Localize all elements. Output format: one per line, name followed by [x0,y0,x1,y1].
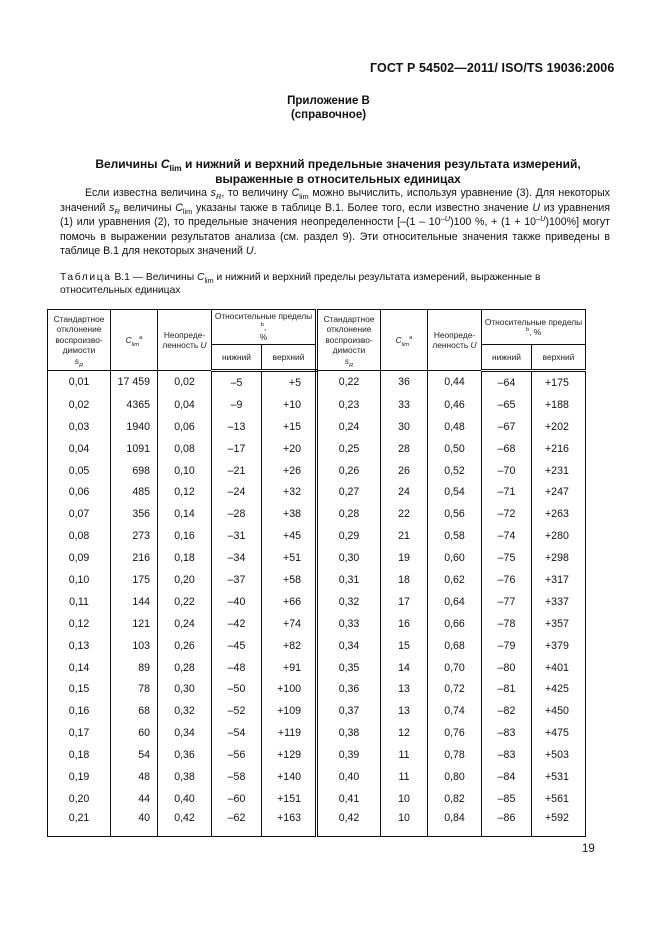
table-cell: 17 459 [111,371,158,394]
table-cell: 54 [111,744,158,766]
table-cell: +119 [262,722,317,744]
table-cell: 0,68 [428,635,482,657]
table-cell: 36 [381,371,428,394]
table-cell: 0,35 [317,657,381,679]
table-cell: +425 [532,678,586,700]
table-cell: –40 [212,591,262,613]
table-cell: +298 [532,547,586,569]
table-row [48,460,586,482]
table-row [48,438,586,460]
table-cell: 13 [381,700,428,722]
table-cell: 0,30 [158,678,212,700]
table-cell: 0,38 [158,766,212,788]
table-cell: 0,13 [48,635,111,657]
table-cell: –80 [482,657,532,679]
table-cell: +15 [262,416,317,438]
table-cell: 60 [111,722,158,744]
table-cell: 0,14 [158,503,212,525]
table-cell: +10 [262,394,317,416]
table-cell: 0,70 [428,657,482,679]
table-cell: 0,22 [158,591,212,613]
table-cell: 0,26 [317,460,381,482]
table-cell: +58 [262,569,317,591]
table-cell: –64 [482,371,532,394]
table-cell: 0,44 [428,371,482,394]
table-cell: +91 [262,657,317,679]
table-cell: +263 [532,503,586,525]
table-cell: 356 [111,503,158,525]
table-cell: 0,04 [48,438,111,460]
table-row [48,371,586,394]
body-paragraph: Если известна величина $s_R$, то величину $C_{lim}$ можно вычислить, используя уравнение (3). Для некоторых значений $s_R$ величины $C_{lim}$ указаны также в таблице В.1. Более того, если известно значение U из уравнения (1) или уравнения (2), то предельные значения неопределенности [$-(1 - 10^{-U})100$ %, + $(1 + 10^{-U})100\%$] могут помочь в выражении результатов анализа (см. раздел 9). Эти относительные значения также приведены в таблице В.1 для некоторых значений U. [60,187,610,258]
table-cell: 18 [381,569,428,591]
table-cell: 0,32 [317,591,381,613]
table-cell: 12 [381,722,428,744]
table-row [48,591,586,613]
table-row [48,657,586,679]
table-cell: 0,72 [428,678,482,700]
table-cell: +357 [532,613,586,635]
table-cell: 4365 [111,394,158,416]
table-cell: 0,40 [158,788,212,810]
table-cell: 0,01 [48,371,111,394]
table-cell: 121 [111,613,158,635]
table-cell: –77 [482,591,532,613]
table-cell: –83 [482,722,532,744]
table-cell: 0,03 [48,416,111,438]
table-cell: 22 [381,503,428,525]
table-cell: –50 [212,678,262,700]
table-row [48,744,586,766]
table-row [48,810,586,837]
table-cell: 0,78 [428,744,482,766]
table-cell: 30 [381,416,428,438]
header-lower: нижний [212,345,262,371]
table-cell: 19 [381,547,428,569]
limits-table [47,309,586,837]
table-cell: +561 [532,788,586,810]
table-cell: 0,23 [317,394,381,416]
section-title: Величины $C_{lim}$ и нижний и верхний предельные значения результата измерений, выраженные в относительных единицах [95,157,581,186]
table-cell: +5 [262,371,317,394]
table-cell: +20 [262,438,317,460]
table-cell: –5 [212,371,262,394]
table-cell: –60 [212,788,262,810]
table-cell: 103 [111,635,158,657]
table-cell: –70 [482,460,532,482]
table-cell: 21 [381,525,428,547]
table-cell: 0,21 [48,810,111,837]
table-cell: 175 [111,569,158,591]
table-cell: 0,26 [158,635,212,657]
header-upper: верхний [262,345,317,371]
table-cell: 485 [111,481,158,503]
table-cell: –48 [212,657,262,679]
table-cell: 216 [111,547,158,569]
table-cell: 0,18 [48,744,111,766]
table-cell: +74 [262,613,317,635]
table-cell: 0,29 [317,525,381,547]
table-cell: –42 [212,613,262,635]
table-cell: –67 [482,416,532,438]
table-cell: 0,48 [428,416,482,438]
table-cell: –86 [482,810,532,837]
table-caption: Таблица В.1 — Величины $C_{lim}$ и нижний и верхний пределы результата измерений, выраженные в относительных единицах [60,272,541,296]
table-cell: 0,39 [317,744,381,766]
page-number: 19 [582,843,595,855]
table-cell: 0,02 [158,371,212,394]
table-cell: –13 [212,416,262,438]
table-cell: –75 [482,547,532,569]
table-cell: 16 [381,613,428,635]
document-standard-header: ГОСТ Р 54502—2011/ ISO/TS 19036:2006 [370,61,615,75]
table-cell: 0,60 [428,547,482,569]
table-cell: 0,56 [428,503,482,525]
table-cell: +38 [262,503,317,525]
table-cell: –71 [482,481,532,503]
table-row [48,547,586,569]
table-row [48,503,586,525]
table-cell: 0,05 [48,460,111,482]
table-cell: 0,04 [158,394,212,416]
table-cell: –72 [482,503,532,525]
table-cell: 0,41 [317,788,381,810]
table-cell: 0,38 [317,722,381,744]
header-sd-right: Стандартное отклонение воспроизво-димости $s_R$ [317,310,381,371]
header-clim-right: $C_{lim}^a$ [381,310,428,371]
table-cell: 26 [381,460,428,482]
table-cell: 0,11 [48,591,111,613]
table-cell: 28 [381,438,428,460]
table-cell: 0,80 [428,766,482,788]
table-cell: 0,52 [428,460,482,482]
table-cell: 0,66 [428,613,482,635]
table-cell: –82 [482,700,532,722]
table-cell: 0,12 [48,613,111,635]
header-lower-right: нижний [482,345,532,371]
table-cell: 0,33 [317,613,381,635]
header-uncertainty: Неопреде-ленность U [158,310,212,371]
table-cell: –76 [482,569,532,591]
table-cell: 0,32 [158,700,212,722]
table-cell: 1091 [111,438,158,460]
table-cell: +231 [532,460,586,482]
table-cell: 0,42 [317,810,381,837]
table-cell: 0,12 [158,481,212,503]
table-cell: 0,06 [48,481,111,503]
table-cell: +475 [532,722,586,744]
table-cell: –58 [212,766,262,788]
table-cell: 273 [111,525,158,547]
table-cell: –9 [212,394,262,416]
annex-heading [0,94,661,122]
table-cell: –24 [212,481,262,503]
table-row [48,700,586,722]
header-relative-limits-right: Относительные пределы $^b$, % [482,310,586,345]
table-cell: –84 [482,766,532,788]
table-cell: 0,50 [428,438,482,460]
table-cell: 0,24 [317,416,381,438]
table-row [48,766,586,788]
table-cell: +26 [262,460,317,482]
table-cell: –34 [212,547,262,569]
table-cell: –54 [212,722,262,744]
table-row [48,394,586,416]
table-cell: +202 [532,416,586,438]
table-cell: –81 [482,678,532,700]
table-cell: 0,22 [317,371,381,394]
table-cell: +216 [532,438,586,460]
table-cell: –65 [482,394,532,416]
table-cell: –21 [212,460,262,482]
table-row [48,613,586,635]
table-cell: +531 [532,766,586,788]
table-cell: +32 [262,481,317,503]
table-row [48,678,586,700]
table-cell: 33 [381,394,428,416]
table-row [48,481,586,503]
table-cell: 0,08 [158,438,212,460]
table-cell: 0,36 [317,678,381,700]
table-cell: –17 [212,438,262,460]
table-cell: 0,84 [428,810,482,837]
table-cell: 0,64 [428,591,482,613]
table-cell: –37 [212,569,262,591]
table-cell: 0,28 [158,657,212,679]
table-cell: 0,37 [317,700,381,722]
table-cell: 0,30 [317,547,381,569]
table-cell: 0,06 [158,416,212,438]
table-cell: –52 [212,700,262,722]
table-cell: 11 [381,766,428,788]
header-relative-limits-left: Относительные пределы $^b$, % [212,310,317,345]
table-cell: –45 [212,635,262,657]
table-cell: 0,10 [48,569,111,591]
table-row [48,788,586,810]
table-cell: 0,20 [158,569,212,591]
table-cell: +175 [532,371,586,394]
table-cell: 0,76 [428,722,482,744]
table-cell: –68 [482,438,532,460]
table-cell: 68 [111,700,158,722]
table-cell: 0,10 [158,460,212,482]
annex-title: Приложение В [287,95,370,107]
table-cell: +592 [532,810,586,837]
table-cell: 11 [381,744,428,766]
table-row [48,569,586,591]
table-cell: +450 [532,700,586,722]
table-cell: +100 [262,678,317,700]
table-cell: –78 [482,613,532,635]
table-cell: 0,28 [317,503,381,525]
table-cell: +163 [262,810,317,837]
table-cell: 0,27 [317,481,381,503]
table-cell: +109 [262,700,317,722]
table-cell: 0,54 [428,481,482,503]
table-cell: 0,14 [48,657,111,679]
table-cell: 0,25 [317,438,381,460]
table-cell: –85 [482,788,532,810]
table-cell: +401 [532,657,586,679]
table-cell: 0,74 [428,700,482,722]
table-cell: 0,07 [48,503,111,525]
table-cell: +503 [532,744,586,766]
table-cell: +66 [262,591,317,613]
table-cell: 0,17 [48,722,111,744]
table-cell: –56 [212,744,262,766]
table-cell: 0,62 [428,569,482,591]
table-cell: 24 [381,481,428,503]
table-cell: 0,15 [48,678,111,700]
table-cell: 0,34 [317,635,381,657]
table-cell: 0,08 [48,525,111,547]
header-clim: $C_{lim}^a$ [111,310,158,371]
table-cell: +45 [262,525,317,547]
table-cell: 0,46 [428,394,482,416]
table-cell: 0,02 [48,394,111,416]
table-cell: –28 [212,503,262,525]
table-cell: 15 [381,635,428,657]
table-cell: 0,09 [48,547,111,569]
table-cell: 1940 [111,416,158,438]
table-cell: –74 [482,525,532,547]
table-cell: 13 [381,678,428,700]
table-cell: 0,82 [428,788,482,810]
table-cell: +188 [532,394,586,416]
table-cell: 0,40 [317,766,381,788]
table-body [48,371,586,837]
table-row [48,722,586,744]
table-row [48,525,586,547]
table-row [48,416,586,438]
table-cell: 0,36 [158,744,212,766]
table-cell: –79 [482,635,532,657]
table-cell: 0,18 [158,547,212,569]
table-cell: 0,20 [48,788,111,810]
table-cell: 0,42 [158,810,212,837]
table-cell: +280 [532,525,586,547]
table-cell: 48 [111,766,158,788]
table-cell: –31 [212,525,262,547]
table-cell: +337 [532,591,586,613]
header-uncertainty-right: Неопреде-ленность U [428,310,482,371]
table-cell: +51 [262,547,317,569]
table-cell: 89 [111,657,158,679]
table-cell: 17 [381,591,428,613]
table-cell: +140 [262,766,317,788]
table-cell: 0,19 [48,766,111,788]
table-cell: –62 [212,810,262,837]
table-cell: 10 [381,788,428,810]
table-cell: +247 [532,481,586,503]
table-cell: 0,16 [48,700,111,722]
table-cell: +317 [532,569,586,591]
table-cell: 144 [111,591,158,613]
table-cell: 10 [381,810,428,837]
table-cell: 78 [111,678,158,700]
table-cell: 44 [111,788,158,810]
annex-type: (справочное) [290,109,367,121]
table-cell: 0,24 [158,613,212,635]
table-cell: 0,58 [428,525,482,547]
table-cell: 40 [111,810,158,837]
table-cell: 698 [111,460,158,482]
table-cell: 0,16 [158,525,212,547]
table-cell: +379 [532,635,586,657]
header-upper-right: верхний [532,345,586,371]
table-row [48,635,586,657]
table-cell: 0,31 [317,569,381,591]
header-sd: Стандартное отклонение воспроизво-димости $s_R$ [48,310,111,371]
table-cell: 14 [381,657,428,679]
table-cell: +129 [262,744,317,766]
table-cell: +151 [262,788,317,810]
table-cell: 0,34 [158,722,212,744]
table-cell: –83 [482,744,532,766]
table-cell: +82 [262,635,317,657]
